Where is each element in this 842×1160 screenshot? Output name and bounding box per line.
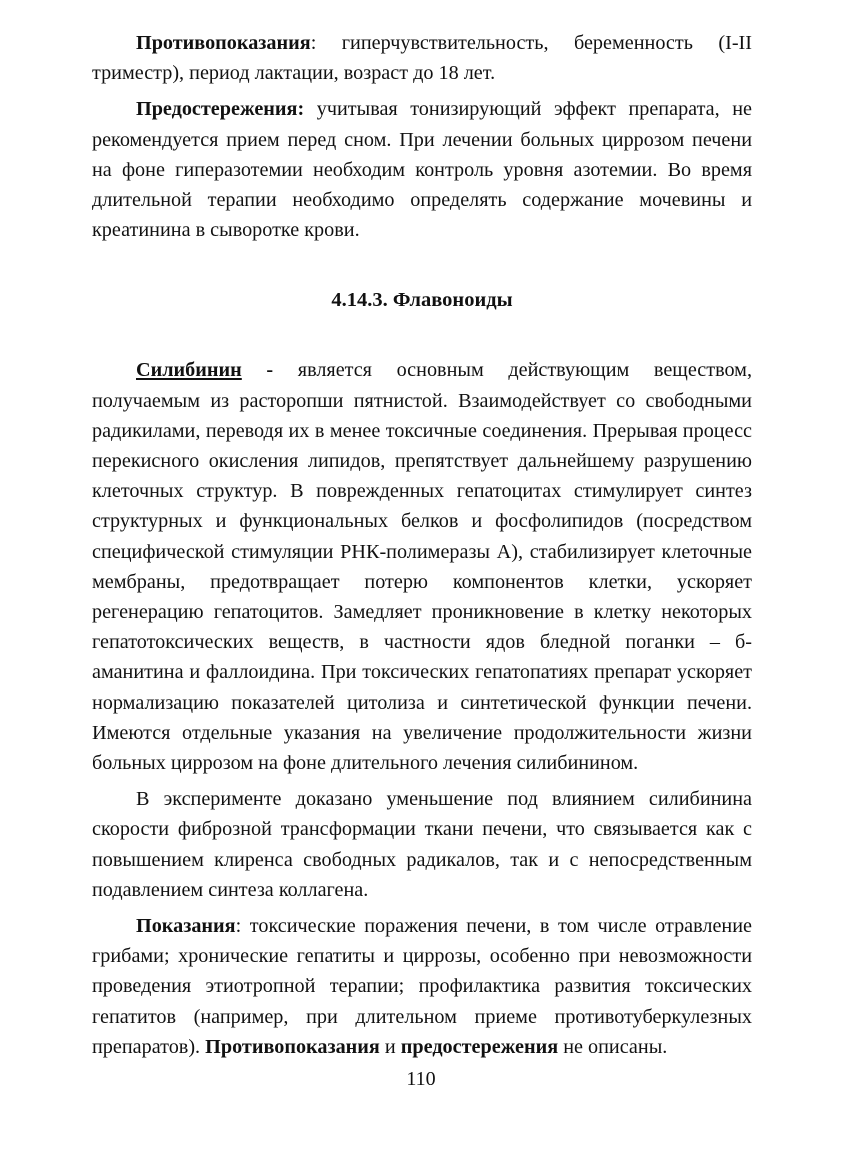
contraindications-text: : гиперчувствительность, беременность (I-II триместр), период лактации, возраст до 18 лет. <box>92 32 752 85</box>
silibinin-term: Силибинин <box>136 359 242 382</box>
contraindications-term: Противопоказания <box>136 32 311 54</box>
silibinin-text: является основным действующим веществом, получаемым из расторопши пятнистой. Взаимодействует со свободными радикилами, переводя их в менее токсичные соединения. Прерывая процесс перекисного окисления липидов, препятствует дальнейшему разрушению клеточных структур. В поврежденных гепатоцитах стимулирует синтез структурных и функциональных белков и фосфолипидов (посредством специфической стимуляции РНК-полимеразы А), стабилизирует клеточные мембраны, предотвращает потерю компонентов клетки, ускоряет регенерацию гепатоцитов. Замедляет проникновение в клетку некоторых гепатотоксических веществ, в частности ядов бледной поганки – б-аманитина и фаллоидина. При токсических гепатопатиях препарат ускоряет нормализацию показателей цитолиза и синтетической функции печени. Имеются отдельные указания на увеличение продолжительности жизни больных циррозом на фоне длительного лечения силибинином. <box>92 359 753 775</box>
section-heading: 4.14.3. Флавоноиды <box>331 289 513 312</box>
precautions-paragraph <box>92 94 752 245</box>
page-body <box>92 28 752 1062</box>
precautions-text: учитывая тонизирующий эффект препарата, не рекомендуется прием перед сном. При лечении больных циррозом печени на фоне гиперазотемии необходим контроль уровня азотемии. Во время длительной терапии необходимо определять содержание мочевины и креатинина в сыворотке крови. <box>92 98 752 242</box>
contraindications-paragraph <box>92 28 752 88</box>
indications-term: Показания <box>136 915 236 938</box>
precautions-term: Предостережения: <box>136 98 305 121</box>
contraindications-term-2: Противопоказания <box>205 1035 380 1058</box>
indications-text: : токсические поражения печени, в том числе отравление грибами; хронические гепатиты и циррозы, особенно при невозможности проведения этиотропной терапии; профилактика развития токсических гепатитов (например, при длительном приеме противотуберкулезных препаратов). <box>92 915 752 1058</box>
precautions-term-2: предостережения <box>400 1035 559 1058</box>
page-number: 110 <box>406 1068 436 1090</box>
silibinin-paragraph <box>92 355 752 778</box>
indications-text-3: не описаны. <box>558 1035 668 1058</box>
indications-paragraph <box>92 911 752 1062</box>
silibinin-dash: - <box>241 359 274 382</box>
indications-text-2: и <box>379 1035 401 1058</box>
experiment-paragraph: В эксперименте доказано уменьшение под влиянием силибинина скорости фиброзной трансформации ткани печени, что связывается как с повышением клиренса свободных радикалов, так и с непосредственным подавлением синтеза коллагена. <box>92 788 752 901</box>
